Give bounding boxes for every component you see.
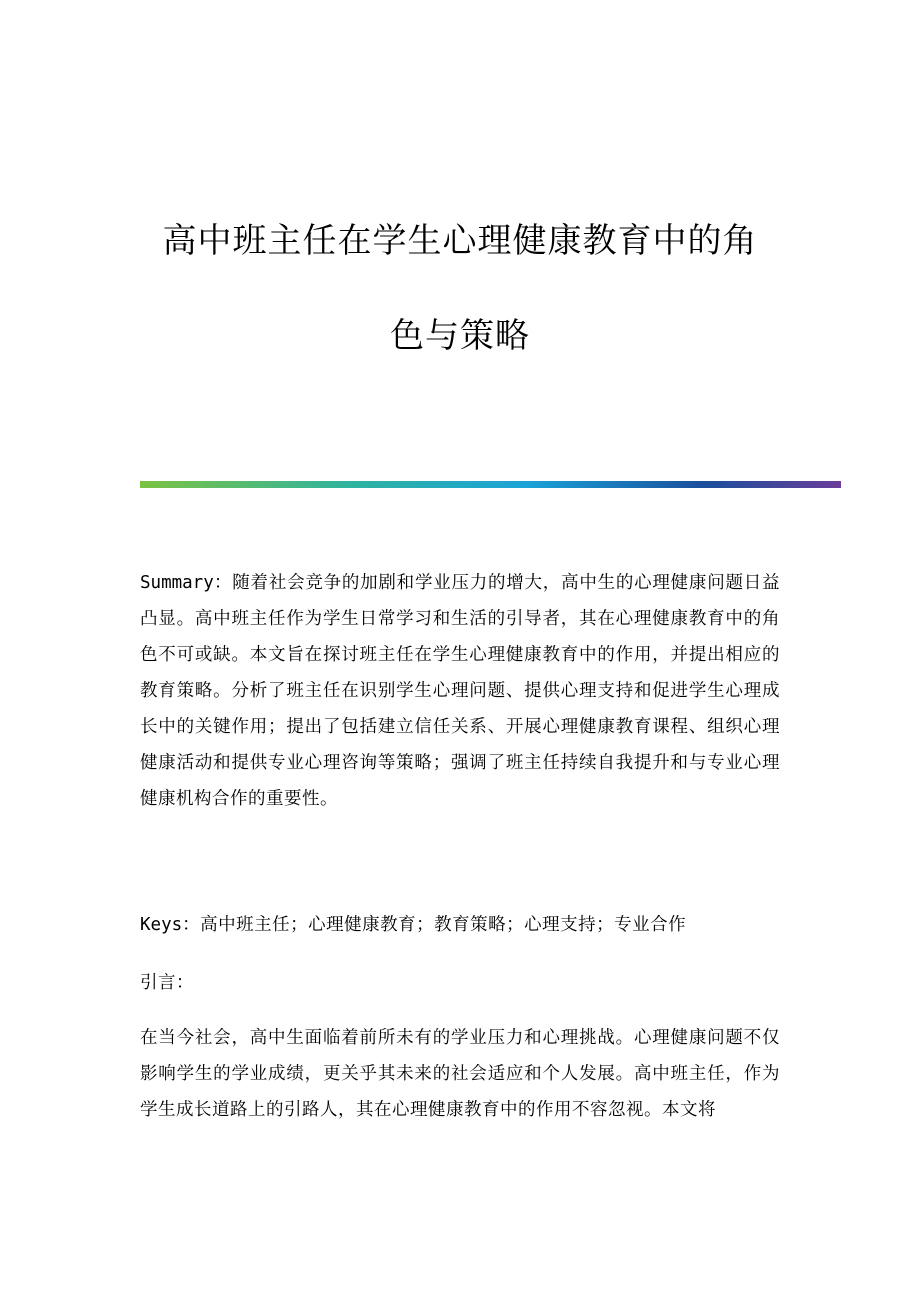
- keywords-paragraph: [140, 907, 780, 943]
- summary-text: ：随着社会竞争的加剧和学业压力的增大，高中生的心理健康问题日益凸显。高中班主任作为学生日常学习和生活的引导者，其在心理健康教育中的角色不可或缺。本文旨在探讨班主任在学生心理健康教育中的作用，并提出相应的教育策略。分析了班主任在识别学生心理问题、提供心理支持和促进学生心理成长中的关键作用；提出了包括建立信任关系、开展心理健康教育课程、组织心理健康活动和提供专业心理咨询等策略；强调了班主任持续自我提升和与专业心理健康机构合作的重要性。: [140, 573, 780, 809]
- intro-heading: 引言：: [140, 973, 194, 993]
- keywords-text: ：高中班主任；心理健康教育；教育策略；心理支持；专业合作: [182, 915, 687, 935]
- summary-paragraph: [140, 565, 780, 817]
- document-title-line-1: 高中班主任在学生心理健康教育中的角: [162, 221, 758, 261]
- intro-paragraph: 在当今社会，高中生面临着前所未有的学业压力和心理挑战。心理健康问题不仅影响学生的学业成绩，更关乎其未来的社会适应和个人发展。高中班主任，作为学生成长道路上的引路人，其在心理健康教育中的作用不容忽视。本文将: [140, 1028, 780, 1120]
- keywords-label: Keys: [140, 915, 183, 935]
- summary-label: Summary: [140, 573, 214, 593]
- gradient-divider: [140, 481, 841, 488]
- document-title-line-2: 色与策略: [390, 316, 530, 356]
